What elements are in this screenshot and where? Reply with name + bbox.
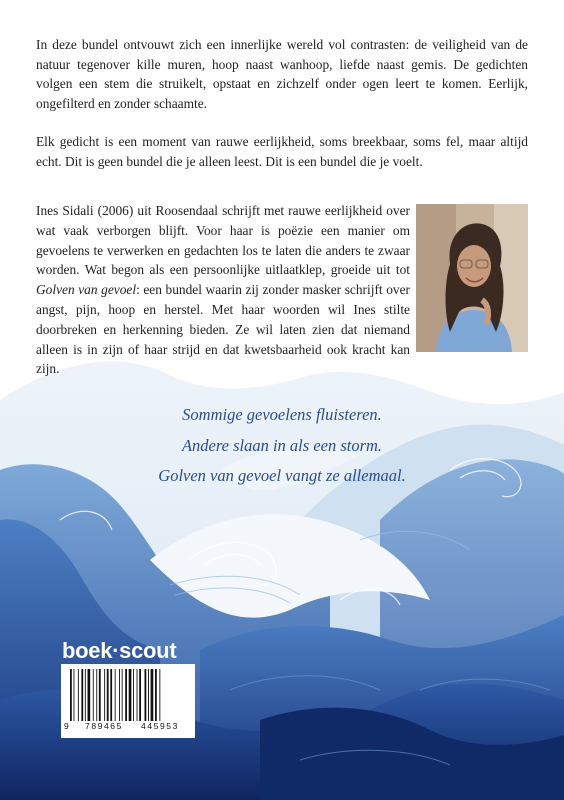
publisher-logo: boek·scout: [62, 638, 177, 663]
book-title: Golven van gevoel: [36, 282, 137, 298]
intro-text: [36, 35, 528, 191]
author-portrait-image: [416, 204, 528, 352]
quote-line-2: Andere slaan in als een storm.: [181, 435, 383, 455]
quote-line-3: Golven van gevoel vangt ze allemaal.: [158, 466, 406, 485]
quote-line-1: Sommige gevoelens fluisteren.: [182, 405, 382, 424]
intro-paragraph-1: In deze bundel ontvouwt zich een innerlijke wereld vol contrasten: de veiligheid van de natuur tegenover kille muren, hoop naast wanhoop, liefde naast gemis. De gedichten volgen een stem die struikelt, opstaat en zichzelf onder ogen leert te komen. Eerlijk, ongefilterd en zonder schaamte.: [36, 37, 528, 111]
isbn-barcode: [61, 664, 195, 738]
isbn-first-digit: 9: [64, 721, 69, 731]
intro-paragraph-2: Elk gedicht is een moment van rauwe eerlijkheid, soms breekbaar, soms fel, maar altijd echt. Dit is geen bundel die je alleen leest. Dit is een bundel die je voelt.: [36, 134, 528, 169]
author-bio-paragraph: [36, 201, 410, 379]
barcode-bars: [69, 669, 187, 721]
bio-text-part-1: Ines Sidali (2006) uit Roosendaal schrijft met rauwe eerlijkheid over wat vaak verborgen blijft. Voor haar is poëzie een manier om gevoelens te verwerken en gedachten los te laten die anders te zwaar worden. Wat begon als een persoonlijke uitlaatklep, groeide uit tot: [36, 203, 410, 278]
bio-text-part-2: : een bundel waarin zij zonder masker schrijft over angst, pijn, hoop en herstel. Met haar woorden wil Ines stilte doorbreken en herkenning bieden. Ze wil laten zien dat niemand alleen is in zijn of haar strijd en dat kwetsbaarheid ook kracht kan zijn.: [36, 282, 410, 377]
isbn-right-group: 445953: [141, 721, 179, 731]
isbn-number: [61, 721, 195, 735]
isbn-left-group: 789465: [85, 721, 123, 731]
tagline-quotes: [0, 400, 564, 492]
author-photo: [416, 204, 528, 352]
author-bio: [36, 201, 410, 379]
